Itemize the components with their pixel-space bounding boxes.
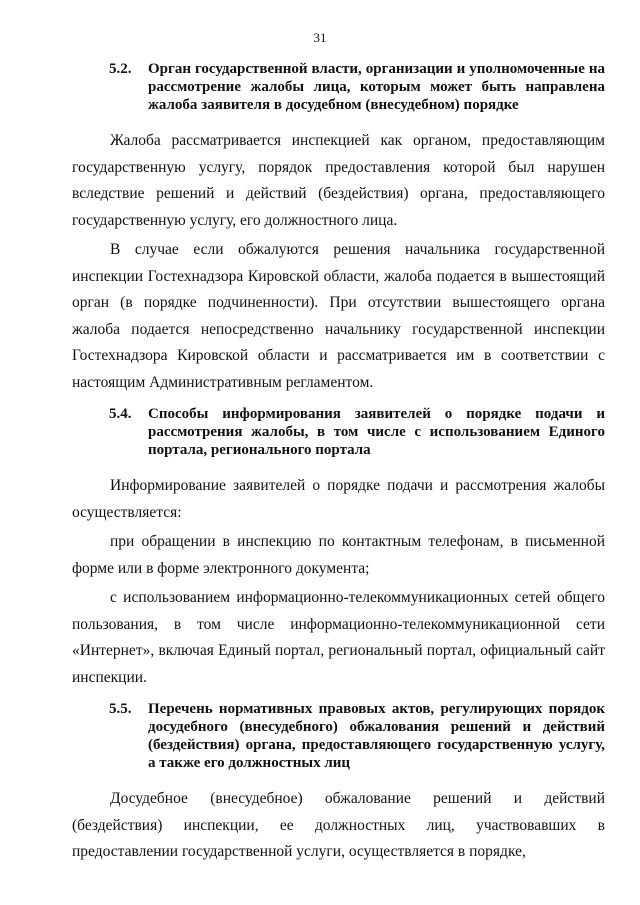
section-heading	[72, 60, 605, 114]
paragraph: с использованием информационно-телекоммуникационных сетей общего пользования, в том числе информационно-телекоммуникационной сети «Интернет», включая Единый портал, региональный портал, официальный сайт инспекции.	[72, 589, 605, 686]
section-title: Способы информирования заявителей о порядке подачи и рассмотрения жалобы, в том числе с использованием Единого портала, регионального портала	[148, 406, 605, 458]
section-title: Орган государственной власти, организации и уполномоченные на рассмотрение жалобы лица, которым может быть направлена жалоба заявителя в досудебном (внесудебном) порядке	[148, 61, 605, 113]
section-number: 5.5.	[109, 701, 132, 717]
paragraph: В случае если обжалуются решения начальника государственной инспекции Гостехнадзора Кировской области, жалоба подается в вышестоящий орган (в порядке подчиненности). При отсутствии вышестоящего органа жалоба подается непосредственно начальнику государственной инспекции Гостехнадзора Кировской области и рассматривается им в соответствии с настоящим Административным регламентом.	[72, 241, 605, 391]
page-number: 31	[313, 30, 327, 45]
section-title: Перечень нормативных правовых актов, регулирующих порядок досудебного (внесудебного) обжалования решений и действий (бездействия) органа, предоставляющего государственную услугу, а также его должностных лиц	[148, 701, 605, 771]
paragraph: при обращении в инспекцию по контактным телефонам, в письменной форме или в форме электронного документа;	[72, 533, 605, 577]
paragraph: Жалоба рассматривается инспекцией как органом, предоставляющим государственную услугу, порядок предоставления которой был нарушен вследствие решений и действий (бездействия) органа, предоставляющего государственную услугу, его должностного лица.	[72, 132, 605, 229]
paragraph: Информирование заявителей о порядке подачи и рассмотрения жалобы осуществляется:	[72, 477, 605, 521]
section-number: 5.2.	[109, 61, 132, 77]
section-number: 5.4.	[109, 406, 132, 422]
paragraph: Досудебное (внесудебное) обжалование решений и действий (бездействия) инспекции, ее должностных лиц, участвовавших в предоставлении государственной услуги, осуществляется в порядке,	[72, 790, 605, 860]
document-body	[72, 60, 605, 869]
section-heading	[72, 700, 605, 772]
section-heading	[72, 405, 605, 459]
